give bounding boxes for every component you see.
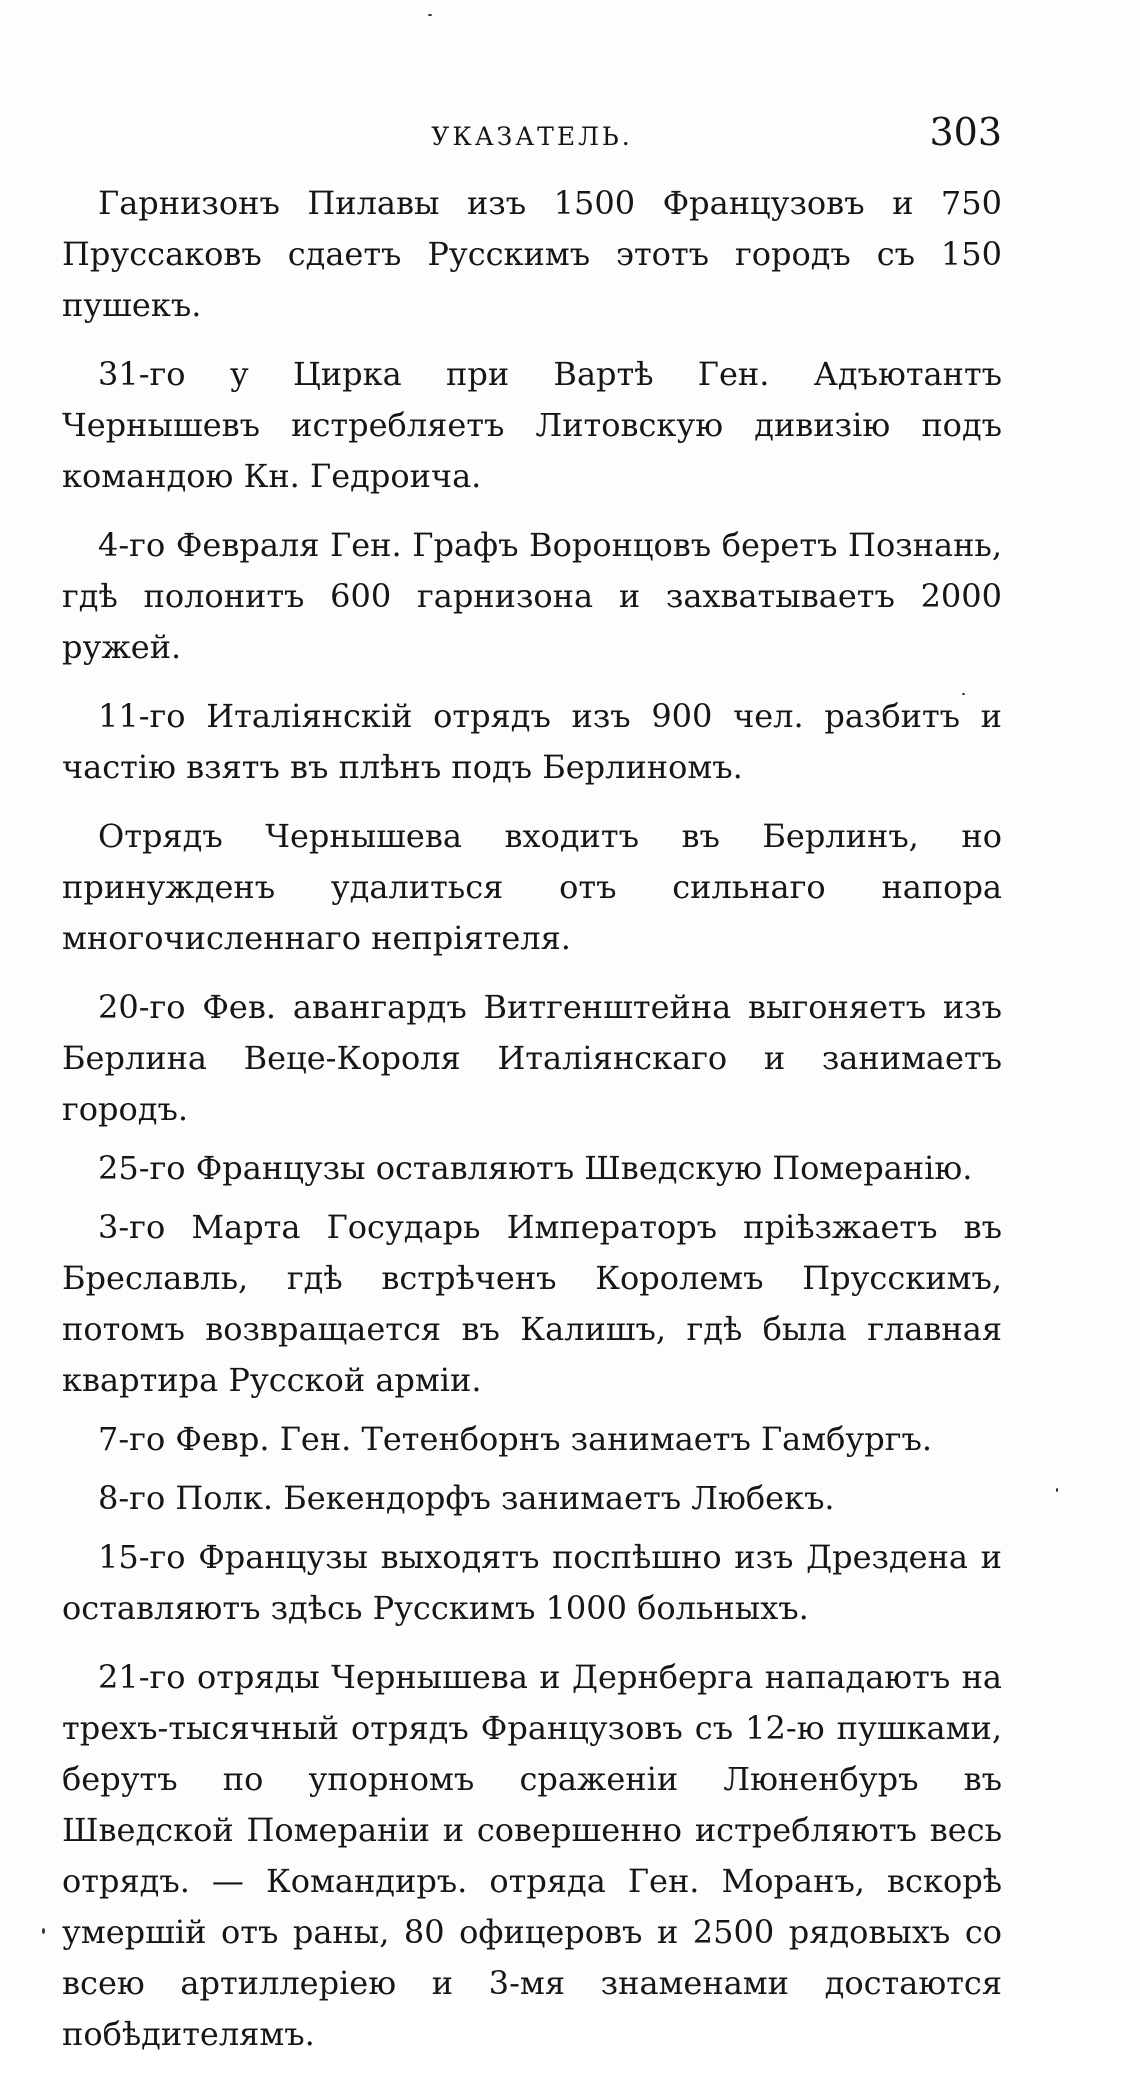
- index-entry: 15-го Французы выходятъ поспѣшно изъ Дрездена и оставляютъ здѣсь Русскимъ 1000 больныхъ.: [62, 1538, 1002, 1627]
- index-entry: 31-го у Цирка при Вартѣ Ген. Адъютантъ Чернышевъ истребляетъ Литовскую дивизію подъ командою Кн. Гедроича.: [62, 355, 1002, 495]
- index-entry: Отрядъ Чернышева входитъ въ Берлинъ, но принужденъ удалиться отъ сильнаго напора многочисленнаго непріятеля.: [62, 817, 1002, 957]
- print-speck: [428, 14, 432, 16]
- index-entry: 25-го Французы оставляютъ Шведскую Померанію.: [98, 1149, 973, 1187]
- index-entry: 7-го Февр. Ген. Тетенборнъ занимаетъ Гамбургъ.: [98, 1420, 932, 1458]
- index-entry: 20-го Фев. авангардъ Витгенштейна выгоняетъ изъ Берлина Веце-Короля Италіянскаго и занимаетъ городъ.: [62, 988, 1002, 1128]
- print-speck: [42, 1928, 45, 1934]
- index-entry: 8-го Полк. Бекендорфъ занимаетъ Любекъ.: [98, 1479, 835, 1517]
- running-title: УКАЗАТЕЛЬ.: [431, 122, 633, 151]
- index-entry: 3-го Марта Государь Императоръ пріѣзжаетъ въ Бреславль, гдѣ встрѣченъ Королемъ Прусскимъ, потомъ возвращается въ Калишъ, гдѣ была главная квартира Русской арміи.: [62, 1208, 1002, 1399]
- index-text: [62, 178, 1002, 2078]
- index-entry: 11-го Италіянскій отрядъ изъ 900 чел. разбитъ и частію взятъ въ плѣнъ подъ Берлиномъ.: [62, 697, 1002, 786]
- index-entry: Гарнизонъ Пилавы изъ 1500 Французовъ и 750 Пруссаковъ сдаетъ Русскимъ этотъ городъ съ 150 пушекъ.: [62, 184, 1002, 324]
- print-speck: [1056, 1488, 1058, 1492]
- page-number: 303: [929, 110, 1002, 154]
- print-speck: [962, 693, 965, 695]
- index-entry: 4-го Февраля Ген. Графъ Воронцовъ беретъ Познань, гдѣ полонитъ 600 гарнизона и захватываетъ 2000 ружей.: [62, 526, 1002, 666]
- index-entry: 21-го отряды Чернышева и Дернберга нападаютъ на трехъ-тысячный отрядъ Французовъ съ 12-ю пушками, берутъ по упорномъ сраженіи Люненбуръ въ Шведской Помераніи и совершенно истребляютъ весь отрядъ. — Командиръ. отряда Ген. Моранъ, вскорѣ умершій отъ раны, 80 офицеровъ и 2500 рядовыхъ со всею артиллеріею и 3-мя знаменами достаются побѣдителямъ.: [62, 1658, 1002, 2053]
- running-head: [62, 110, 1002, 160]
